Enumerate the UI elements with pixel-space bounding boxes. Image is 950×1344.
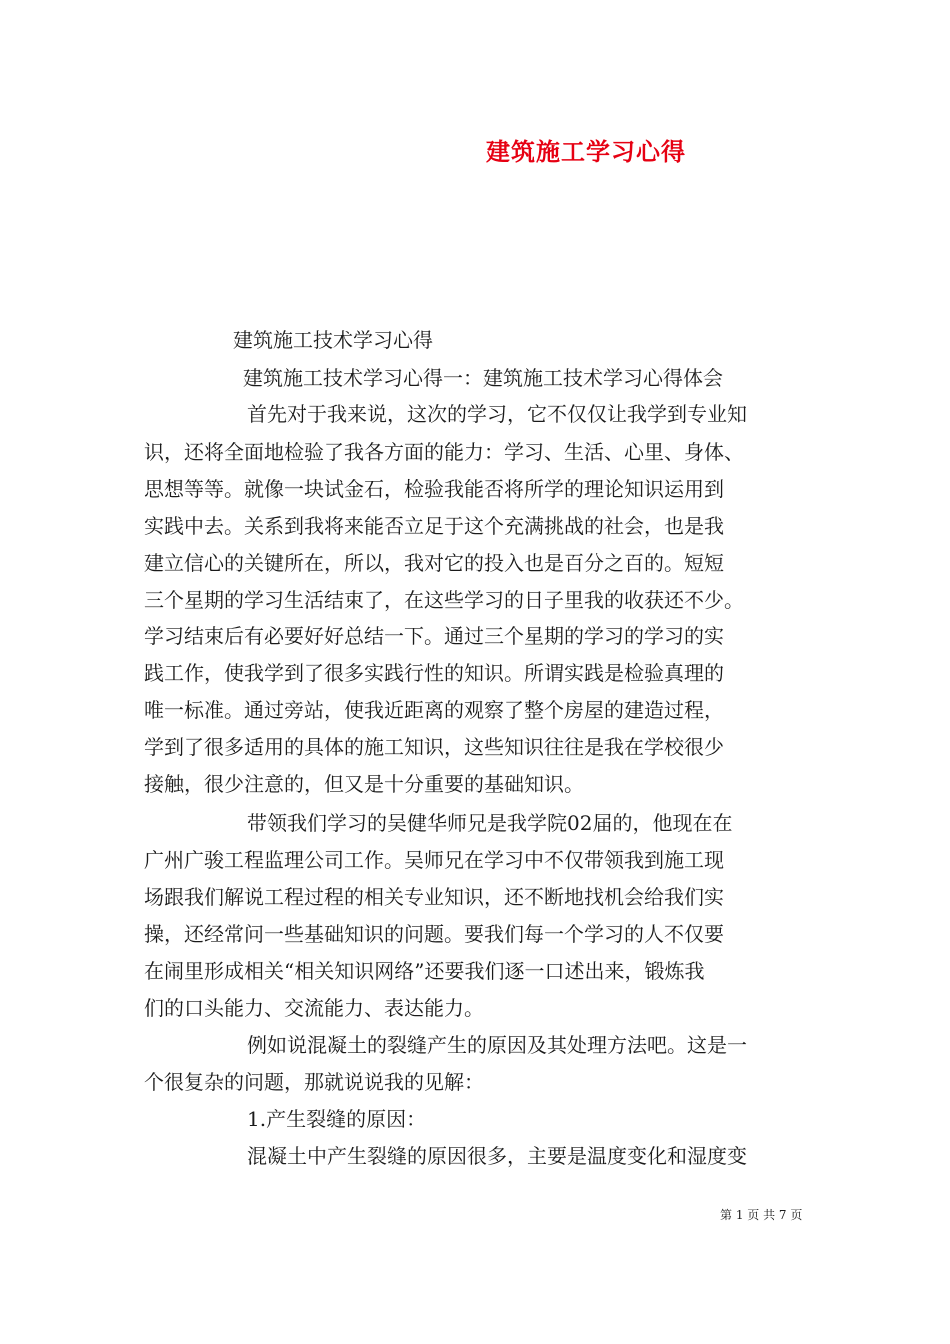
paragraph-line: 建立信心的关键所在，所以，我对它的投入也是百分之百的。短短 <box>144 551 724 575</box>
paragraph-line: 广州广骏工程监理公司工作。吴师兄在学习中不仅带领我到施工现 <box>144 848 724 872</box>
paragraph-line: 在闹里形成相关“相关知识网络”还要我们逐一口述出来，锻炼我 <box>144 959 705 983</box>
paragraph-line: 例如说混凝土的裂缝产生的原因及其处理方法吧。这是一 <box>247 1033 747 1057</box>
paragraph-line: 三个星期的学习生活结束了，在这些学习的日子里我的收获还不少。 <box>144 588 744 612</box>
page-footer: 第 1 页 共 7 页 <box>720 1208 803 1222</box>
paragraph-line: 实践中去。关系到我将来能否立足于这个充满挑战的社会，也是我 <box>144 514 724 538</box>
paragraph-line: 思想等等。就像一块试金石，检验我能否将所学的理论知识运用到 <box>144 477 724 501</box>
paragraph-line: 首先对于我来说，这次的学习，它不仅仅让我学到专业知 <box>247 402 747 426</box>
document-title: 建筑施工学习心得 <box>486 137 686 166</box>
paragraph-line: 们的口头能力、交流能力、表达能力。 <box>144 996 484 1020</box>
paragraph-line: 混凝土中产生裂缝的原因很多，主要是温度变化和湿度变 <box>247 1144 747 1168</box>
paragraph-line: 接触，很少注意的，但又是十分重要的基础知识。 <box>144 772 584 796</box>
list-heading: 1.产生裂缝的原因： <box>247 1107 427 1131</box>
paragraph-line: 学习结束后有必要好好总结一下。通过三个星期的学习的学习的实 <box>144 624 724 648</box>
paragraph-line: 识，还将全面地检验了我各方面的能力：学习、生活、心里、身体、 <box>144 440 744 464</box>
paragraph-line: 唯一标准。通过旁站，使我近距离的观察了整个房屋的建造过程， <box>144 698 724 722</box>
paragraph-line: 个很复杂的问题，那就说说我的见解： <box>144 1070 484 1094</box>
subtitle: 建筑施工技术学习心得 <box>233 328 433 352</box>
paragraph-line: 操，还经常问一些基础知识的问题。要我们每一个学习的人不仅要 <box>144 922 724 946</box>
section-heading: 建筑施工技术学习心得一：建筑施工技术学习心得体会 <box>243 366 723 390</box>
paragraph-line: 学到了很多适用的具体的施工知识，这些知识往往是我在学校很少 <box>144 735 724 759</box>
paragraph-line: 践工作，使我学到了很多实践行性的知识。所谓实践是检验真理的 <box>144 661 724 685</box>
paragraph-line: 带领我们学习的吴健华师兄是我学院02届的，他现在在 <box>247 811 733 835</box>
paragraph-line: 场跟我们解说工程过程的相关专业知识，还不断地找机会给我们实 <box>144 885 724 909</box>
